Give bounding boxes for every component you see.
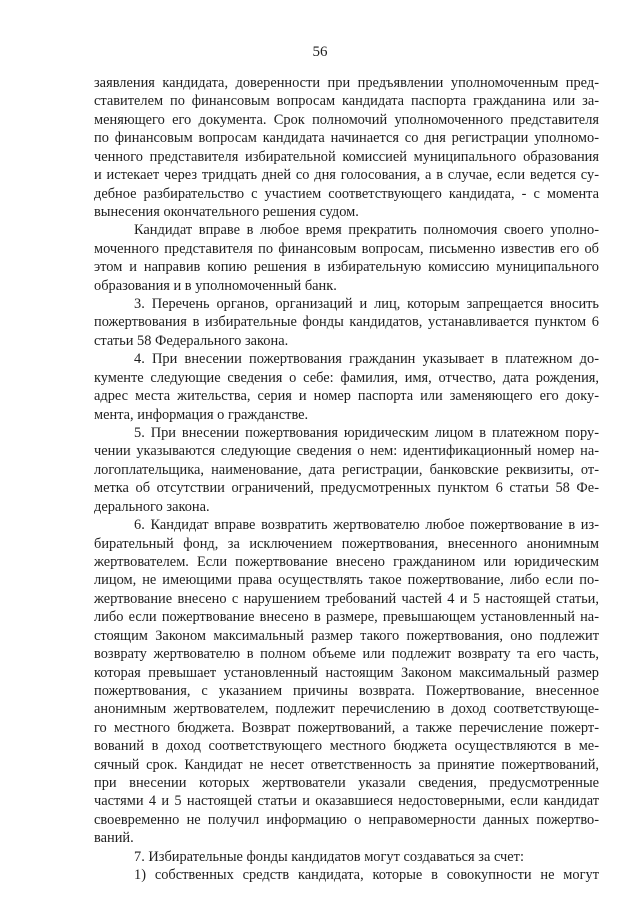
text-line: Кандидат вправе в любое время прекратить полномочия своего уполно- bbox=[134, 222, 599, 239]
text-line: сячный срок. Кандидат не несет ответственность за принятие пожертвований, bbox=[94, 756, 599, 773]
text-line: кументе следующие сведения о себе: фамилия, имя, отчество, дата рождения, bbox=[94, 369, 599, 386]
text-line: по финансовым вопросам кандидата начинается со дня регистрации уполномо- bbox=[94, 130, 599, 147]
text-line: возврату жертвователю в полном объеме или подлежит возврату та его часть, bbox=[94, 646, 599, 663]
text-line: дерального закона. bbox=[94, 498, 210, 515]
text-line: бирательный фонд, за исключением пожертвования, внесенного анонимным bbox=[94, 535, 599, 552]
text-line: мента, информация о гражданстве. bbox=[94, 406, 309, 423]
text-line: ченного представителя избирательной комиссией муниципального образования bbox=[94, 148, 599, 165]
text-line: стоящим Законом максимальный размер такого пожертвования, оно подлежит bbox=[94, 627, 599, 644]
text-line: статьи 58 Федерального закона. bbox=[94, 332, 289, 349]
text-line: метка об отсутствии ограничений, предусмотренных пунктом 6 статьи 58 Фе- bbox=[94, 480, 599, 497]
text-line: 4. При внесении пожертвования гражданин указывает в платежном до- bbox=[134, 351, 599, 368]
text-line: 3. Перечень органов, организаций и лиц, которым запрещается вносить bbox=[134, 296, 599, 313]
text-line: частями 4 и 5 настоящей статьи и оказавшиеся недостоверными, если кандидат bbox=[94, 793, 599, 810]
text-line: при внесении которых жертвователи указали сведения, предусмотренные bbox=[94, 775, 599, 792]
text-line: моченного представителя по финансовым вопросам, письменно известив его об bbox=[94, 240, 599, 257]
text-line: 5. При внесении пожертвования юридическим лицом в платежном пору- bbox=[134, 425, 599, 442]
body-text bbox=[94, 74, 599, 885]
text-line: жертвование внесено с нарушением требований частей 4 и 5 настоящей статьи, bbox=[94, 590, 599, 607]
text-line: лицом, не имеющими права осуществлять такое пожертвование, либо если по- bbox=[94, 572, 599, 589]
text-line: пожертвования, с указанием причины возврата. Пожертвование, внесенное bbox=[94, 682, 599, 699]
text-line: логоплательщика, наименование, дата регистрации, банковские реквизиты, от- bbox=[94, 461, 599, 478]
text-line: анонимным жертвователем, подлежит перечислению в доход соответствующе- bbox=[94, 701, 599, 718]
text-line: и истекает через тридцать дней со дня голосования, а в случае, если ведется су- bbox=[94, 167, 599, 184]
text-line: дебное разбирательство с участием соответствующего кандидата, - с момента bbox=[94, 185, 599, 202]
text-line: вынесения окончательного решения судом. bbox=[94, 203, 359, 220]
text-line: 7. Избирательные фонды кандидатов могут создаваться за счет: bbox=[134, 848, 524, 865]
text-line: чении указываются следующие сведения о нем: идентификационный номер на- bbox=[94, 443, 599, 460]
text-line: ваний. bbox=[94, 830, 134, 847]
text-line: 1) собственных средств кандидата, которые в совокупности не могут bbox=[134, 867, 599, 884]
text-line: своевременно не получил информацию о неправомерности данных пожертво- bbox=[94, 811, 599, 828]
text-line: 6. Кандидат вправе возвратить жертвователю любое пожертвование в из- bbox=[134, 517, 599, 534]
text-line: вований в доход соответствующего местного бюджета осуществляются в ме- bbox=[94, 738, 599, 755]
page-number: 56 bbox=[312, 44, 328, 60]
text-line: заявления кандидата, доверенности при предъявлении уполномоченным пред- bbox=[94, 75, 599, 91]
text-line: этом и направив копию решения в избирательную комиссию муниципального bbox=[94, 259, 599, 276]
text-line: меняющего его документа. Срок полномочий уполномоченного представителя bbox=[94, 111, 599, 128]
text-line: которая превышает установленный настоящим Законом максимальный размер bbox=[94, 664, 599, 681]
text-line: либо если пожертвование внесено в размере, превышающем установленный на- bbox=[94, 609, 599, 626]
text-line: ставителем по финансовым вопросам кандидата паспорта гражданина или за- bbox=[94, 93, 599, 110]
text-line: го местного бюджета. Возврат пожертвований, а также перечисление пожерт- bbox=[94, 719, 599, 736]
text-line: адрес места жительства, серия и номер паспорта или заменяющего его доку- bbox=[94, 388, 599, 405]
text-line: образования и в уполномоченный банк. bbox=[94, 277, 337, 294]
text-line: пожертвования в избирательные фонды кандидатов, устанавливается пунктом 6 bbox=[94, 314, 599, 331]
text-line: жертвователем. Если пожертвование внесено гражданином или юридическим bbox=[94, 553, 599, 570]
